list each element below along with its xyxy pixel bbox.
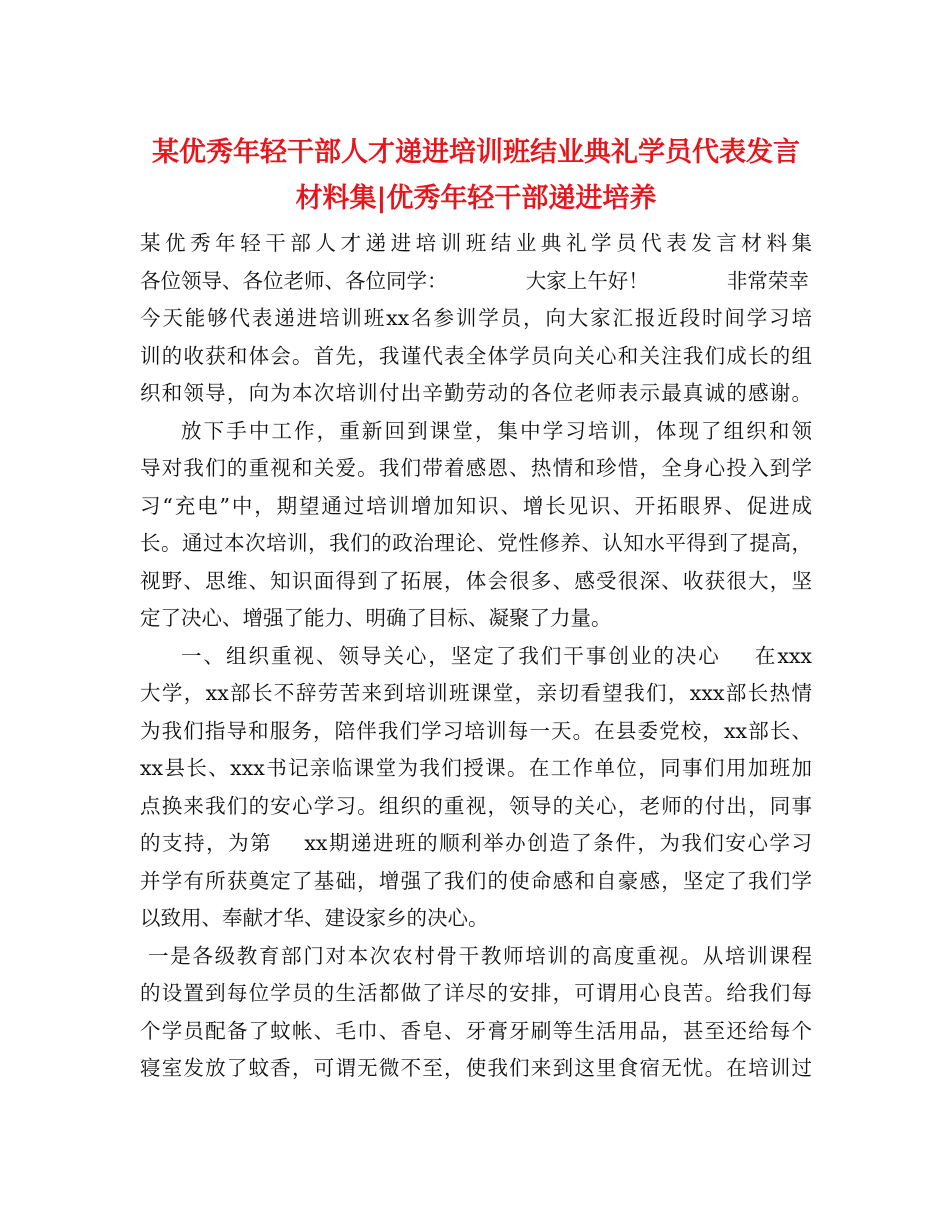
body-line: 并学有所获奠定了基础，增强了我们的使命感和自豪感，坚定了我们学 xyxy=(140,868,812,893)
body-line: 点换来我们的安心学习。组织的重视，领导的关心，老师的付出，同事 xyxy=(140,793,812,818)
body-line: 各位领导、各位老师、各位同学： 大家上午好！ 非常荣幸 xyxy=(140,268,809,293)
body-line: 放下手中工作，重新回到课堂，集中学习培训，体现了组织和领 xyxy=(181,418,812,443)
body-line: 视野、思维、知识面得到了拓展，体会很多、感受很深、收获很大，坚 xyxy=(140,568,812,593)
body-line: 个学员配备了蚊帐、毛巾、香皂、牙膏牙刷等生活用品，甚至还给每个 xyxy=(140,1018,812,1043)
body-line: 为我们指导和服务，陪伴我们学习培训每一天。在县委党校，xx部长、 xyxy=(140,718,812,743)
body-line: 的设置到每位学员的生活都做了详尽的安排，可谓用心良苦。给我们每 xyxy=(140,981,812,1005)
body-line: 训的收获和体会。首先，我谨代表全体学员向关心和关注我们成长的组 xyxy=(140,343,812,368)
body-line: 以致用、奉献才华、建设家乡的决心。 xyxy=(140,906,489,930)
body-line: 织和领导，向为本次培训付出辛勤劳动的各位老师表示最真诚的感谢。 xyxy=(140,381,812,405)
body-line: 今天能够代表递进培训班xx名参训学员，向大家汇报近段时间学习培 xyxy=(140,306,812,330)
body-line: 大学，xx部长不辞劳苦来到培训班课堂，亲切看望我们，xxx部长热情 xyxy=(140,681,812,705)
body-line: 一是各级教育部门对本次农村骨干教师培训的高度重视。从培训课程 xyxy=(148,943,812,968)
document-title-line-2: 材料集|优秀年轻干部递进培养 xyxy=(295,183,657,214)
body-line: 定了决心、增强了能力、明确了目标、凝聚了力量。 xyxy=(140,606,612,630)
body-line: 寝室发放了蚊香，可谓无微不至，使我们来到这里食宿无忧。在培训过 xyxy=(140,1056,812,1080)
body-line: 一、组织重视、领导关心，坚定了我们干事创业的决心 在xxx xyxy=(181,643,812,668)
body-line: 长。通过本次培训，我们的政治理论、党性修养、认知水平得到了提高， xyxy=(140,531,812,555)
body-line: 习“充电”中，期望通过培训增加知识、增长见识、开拓眼界、促进成 xyxy=(140,493,812,518)
body-line: 的支持，为第 xx期递进班的顺利举办创造了条件，为我们安心学习 xyxy=(140,831,812,855)
document-title-line-1: 某优秀年轻干部人才递进培训班结业典礼学员代表发言 xyxy=(152,137,800,168)
body-line: 某优秀年轻干部人才递进培训班结业典礼学员代表发言材料集 xyxy=(140,231,812,255)
body-line: 导对我们的重视和关爱。我们带着感恩、热情和珍惜，全身心投入到学 xyxy=(140,456,812,480)
body-line: xx县长、xxx书记亲临课堂为我们授课。在工作单位，同事们用加班加 xyxy=(140,756,812,780)
